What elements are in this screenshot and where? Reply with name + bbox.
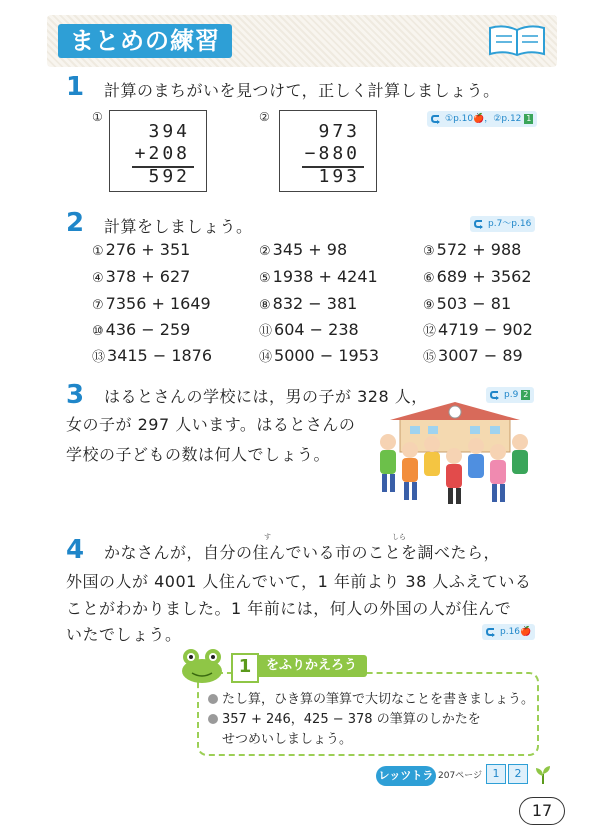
review-bullet-1	[208, 688, 534, 707]
q4-line-4: いたでしょう。	[66, 625, 182, 644]
q2-problem-number: ⑥	[423, 271, 435, 286]
q2-problem-expression: 7356 + 1649	[105, 294, 211, 313]
ref-arrow-icon	[486, 627, 496, 637]
q2-problem	[92, 320, 190, 339]
q2-problem-number: ⑮	[423, 350, 437, 365]
q2-problem	[423, 346, 523, 365]
q2-problem-number: ④	[92, 271, 104, 286]
q4-ref[interactable]	[482, 624, 535, 640]
q2-problem-number: ③	[423, 244, 435, 259]
q2-problem-expression: 1938 + 4241	[272, 267, 378, 286]
q2-problem	[259, 346, 379, 365]
q1-number: 1	[66, 72, 85, 102]
q1-item1-label: ①	[92, 110, 103, 124]
q2-problem-expression: 832 − 381	[272, 294, 358, 313]
q1-ref-text: ①p.10🍎，②p.12	[445, 114, 522, 124]
q2-problem	[259, 320, 359, 339]
q2-problem-number: ⑨	[423, 298, 435, 313]
q2-problem	[423, 240, 521, 259]
q2-problem-expression: 5000 − 1953	[274, 346, 380, 365]
q2-problem	[92, 346, 212, 365]
q2-problem	[92, 240, 190, 259]
q1-ref[interactable]	[427, 111, 537, 127]
q2-problem	[92, 294, 211, 313]
book-icon	[486, 22, 548, 58]
bullet-icon	[208, 714, 218, 724]
q2-problem-expression: 345 + 98	[272, 240, 348, 259]
review-tab: をふりかえろう	[236, 655, 367, 677]
q1-ref-badge: 1	[526, 114, 532, 123]
q1-calc-box-1	[109, 110, 207, 192]
q2-problem-number: ⑦	[92, 298, 104, 313]
calc-result: 592	[148, 166, 190, 187]
lets-try-badge: レッツトライ	[376, 766, 436, 786]
review-bullet-2-text: 357 + 246，425 − 378 の筆算のしかたを	[222, 712, 481, 727]
q2-problem-expression: 4719 − 902	[438, 320, 533, 339]
school-children-illustration	[370, 398, 540, 508]
lets-try-page-ref: 207ページ	[438, 771, 482, 781]
q2-ref[interactable]	[470, 216, 535, 232]
ref-arrow-icon	[431, 114, 441, 124]
q2-problem-number: ⑭	[259, 350, 273, 365]
q2-ref-text: p.7～p.16	[488, 219, 532, 229]
q2-problem	[259, 240, 347, 259]
q2-problem-expression: 276 + 351	[105, 240, 191, 259]
q2-problem	[423, 267, 532, 286]
calc-operand: −880	[304, 143, 360, 164]
sprout-icon	[532, 764, 554, 786]
q2-problem-number: ⑩	[92, 324, 104, 339]
q2-problem	[423, 320, 533, 339]
q2-number: 2	[66, 208, 85, 238]
q2-problem-expression: 503 − 81	[436, 294, 512, 313]
q2-instruction: 計算をしましょう。	[104, 217, 253, 236]
q4-line-2: 外国の人が 4001 人住んでいて，1 年前より 38 人ふえている	[66, 572, 532, 591]
q1-instruction: 計算のまちがいを見つけて，正しく計算しましょう。	[104, 81, 500, 100]
q2-problem-expression: 436 − 259	[105, 320, 191, 339]
q4-number: 4	[66, 535, 85, 565]
q2-problem-expression: 3007 − 89	[438, 346, 523, 365]
bullet-icon	[208, 694, 218, 704]
lets-try-box-1[interactable]: 1	[486, 764, 506, 784]
q2-problem-expression: 572 + 988	[436, 240, 522, 259]
q1-item2-label: ②	[259, 110, 270, 124]
calc-top: 394	[148, 121, 190, 142]
q2-problem-number: ⑤	[259, 271, 271, 286]
frog-icon	[178, 645, 226, 685]
q4-ref-text: p.16🍎	[500, 627, 532, 637]
calc-top: 973	[318, 121, 360, 142]
q2-problem-expression: 3415 − 1876	[107, 346, 213, 365]
review-bullet-2	[208, 708, 481, 727]
ref-arrow-icon	[474, 219, 484, 229]
ruby-shira: しら	[392, 533, 406, 541]
q2-problem-expression: 604 − 238	[274, 320, 359, 339]
calc-result: 193	[318, 166, 360, 187]
q2-problem-number: ②	[259, 244, 271, 259]
q2-problem-expression: 378 + 627	[105, 267, 191, 286]
q2-problem-number: ⑫	[423, 324, 437, 339]
q2-problem-number: ①	[92, 244, 104, 259]
ruby-sumu: す	[264, 533, 271, 541]
page-title: まとめの練習	[58, 24, 232, 58]
q4-line-3: ことがわかりました。1 年前には，何人の外国の人が住んで	[66, 599, 512, 618]
q3-ref-badge: 2	[523, 390, 529, 399]
review-bullet-1-text: たし算，ひき算の筆算で大切なことを書きましょう。	[222, 692, 535, 707]
q2-problem-number: ⑪	[259, 324, 273, 339]
q2-problem-number: ⑬	[92, 350, 106, 365]
q3-line-3: 学校の子どもの数は何人でしょう。	[66, 445, 331, 464]
q3-line-2: 女の子が 297 人います。はるとさんの	[66, 415, 356, 434]
q2-problem	[259, 294, 357, 313]
review-badge: 1	[231, 653, 259, 683]
q2-problem	[423, 294, 511, 313]
q4-line-1: かなさんが，自分の住んでいる市のことを調べたら，	[104, 543, 501, 562]
page-number: 17	[519, 797, 565, 825]
lets-try-box-2[interactable]: 2	[508, 764, 528, 784]
q3-number: 3	[66, 380, 85, 410]
q3-line-1: はるとさんの学校には，男の子が 328 人，	[104, 387, 428, 406]
q3-ref-text: p.9	[504, 390, 519, 400]
q2-problem-number: ⑧	[259, 298, 271, 313]
calc-operand: +208	[134, 143, 190, 164]
q2-problem	[92, 267, 190, 286]
review-bullet-2-cont: せつめいしましょう。	[222, 732, 353, 747]
q1-calc-box-2	[279, 110, 377, 192]
q2-problem	[259, 267, 378, 286]
q2-problem-expression: 689 + 3562	[436, 267, 532, 286]
